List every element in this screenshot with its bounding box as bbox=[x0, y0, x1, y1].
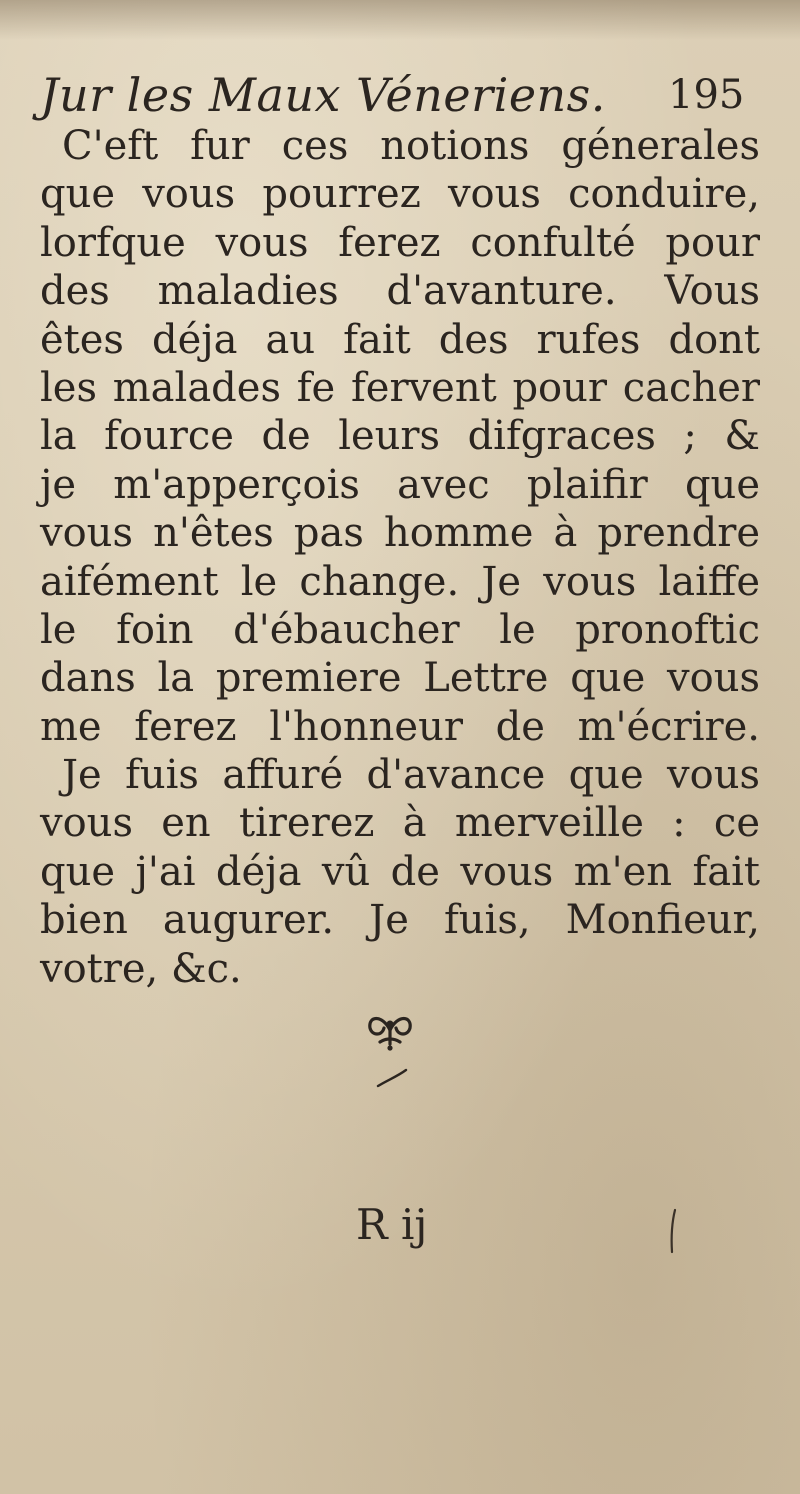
text-line-last: votre, &c. bbox=[40, 945, 242, 992]
page-number: 195 bbox=[668, 72, 745, 118]
page-top-shadow bbox=[0, 0, 800, 40]
text-line: que vous pourrez vous conduire, bbox=[40, 171, 760, 218]
text-line: Je fuis affuré d'avance que vous bbox=[62, 752, 760, 799]
text-line: vous en tirerez à merveille : ce bbox=[40, 800, 760, 847]
text-line: lorfque vous ferez confulté pour bbox=[40, 219, 760, 266]
text-line: des maladies d'avanture. Vous bbox=[40, 268, 760, 315]
body-text bbox=[40, 122, 760, 993]
text-line: êtes déja au fait des rufes dont bbox=[40, 316, 760, 363]
text-line: le foin d'ébaucher le pronoftic bbox=[40, 606, 760, 653]
text-line: la fource de leurs difgraces ; & bbox=[40, 413, 760, 460]
text-line: me ferez l'honneur de m'écrire. bbox=[40, 703, 760, 750]
text-line: je m'apperçois avec plaifir que bbox=[40, 461, 760, 508]
text-line: que j'ai déja vû de vous m'en fait bbox=[40, 848, 760, 895]
text-line: les malades fe fervent pour cacher bbox=[40, 364, 760, 411]
text-line: dans la premiere Lettre que vous bbox=[40, 655, 760, 702]
text-line: bien augurer. Je fuis, Monfieur, bbox=[40, 897, 760, 944]
text-line: vous n'êtes pas homme à prendre bbox=[40, 510, 760, 557]
ink-smudge-icon bbox=[666, 1208, 680, 1254]
text-line: C'eft fur ces notions génerales bbox=[62, 123, 760, 169]
fleuron-icon bbox=[358, 1000, 422, 1090]
signature-mark: R ij bbox=[356, 1200, 428, 1249]
text-line: aifément le change. Je vous laiffe bbox=[40, 558, 760, 605]
running-title: Jur les Maux Véneriens. bbox=[40, 68, 606, 122]
